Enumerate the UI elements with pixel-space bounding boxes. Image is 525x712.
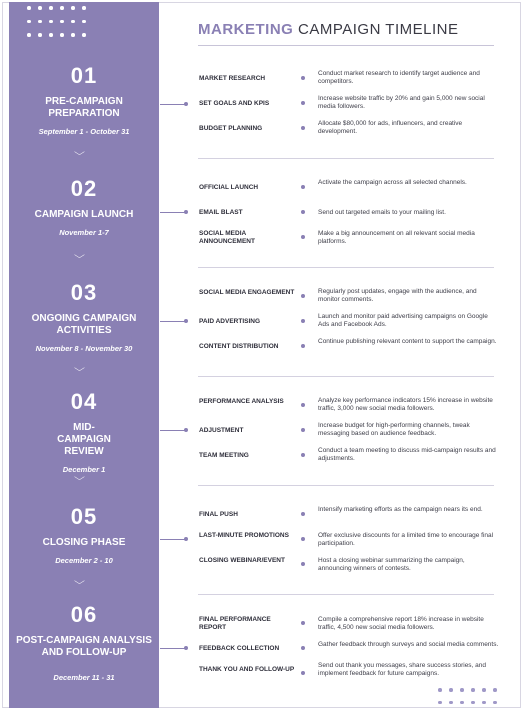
phase-number: 03 [70,280,98,305]
decorative-dots-top [27,6,93,37]
item-label: ADJUSTMENT [199,427,244,434]
bullet-icon [301,453,305,457]
chevron-down-icon: ⌵ [73,363,85,373]
bullet-icon [301,210,305,214]
phase-title: MID-CAMPAIGN REVIEW [57,422,111,457]
title-divider [198,45,494,46]
phase-block [9,390,159,474]
bullet-icon [301,621,305,625]
section-divider [198,376,494,377]
bullet-icon [301,403,305,407]
phase-title: CLOSING PHASE [42,537,126,548]
connector-dot [184,428,188,432]
phase-number: 02 [70,176,98,201]
bullet-icon [301,428,305,432]
bullet-icon [301,646,305,650]
item-label: LAST-MINUTE PROMOTIONS [199,532,289,539]
connector-dot [184,102,188,106]
bullet-icon [301,562,305,566]
item-description: Intensify marketing efforts as the campaign nears its end. [318,506,483,513]
bullet-icon [301,294,305,298]
item-description: Increase budget for high-performing channels, tweak messaging based on audience feedback. [318,422,470,437]
phase-date: September 1 - October 31 [38,127,130,136]
phase-title: PRE-CAMPAIGN PREPARATION [45,96,123,119]
item-description: Activate the campaign across all selected channels. [318,179,467,186]
item-description: Offer exclusive discounts for a limited time to encourage final participation. [318,532,494,547]
bullet-icon [301,76,305,80]
phase-title: CAMPAIGN LAUNCH [34,209,134,220]
item-description: Make a big announcement on all relevant social media platforms. [318,230,475,245]
phase-date: December 11 - 31 [53,673,115,682]
page-title [198,21,458,38]
section-divider [198,485,494,486]
phase-block [9,603,159,682]
phase-block [9,177,159,237]
phase-date: December 2 - 10 [55,556,113,565]
timeline-connector [160,321,187,322]
phase-date: November 8 - November 30 [35,344,133,353]
item-label: SOCIAL MEDIA ENGAGEMENT [199,289,295,296]
item-description: Regularly post updates, engage with the audience, and monitor comments. [318,288,477,303]
chevron-down-icon: ⌵ [73,250,85,260]
item-label: CLOSING WEBINAR/EVENT [199,557,285,564]
section-divider [198,267,494,268]
chevron-down-icon: ⌵ [73,147,85,157]
phase-number: 05 [70,504,98,529]
bullet-icon [301,319,305,323]
connector-dot [184,319,188,323]
timeline-connector [160,104,187,105]
item-description: Conduct a team meeting to discuss mid-campaign results and adjustments. [318,447,496,462]
item-label: SOCIAL MEDIA ANNOUNCEMENT [199,230,255,245]
bullet-icon [301,344,305,348]
section-divider [198,158,494,159]
item-label: PAID ADVERTISING [199,318,261,325]
phase-date: December 1 [62,465,106,474]
section-divider [198,594,494,595]
item-description: Compile a comprehensive report 18% increase in website traffic, 4,500 new social media followers. [318,616,484,631]
timeline-connector [160,430,187,431]
item-description: Host a closing webinar summarizing the campaign, announcing winners of contests. [318,557,465,572]
timeline-connector [160,648,187,649]
item-label: SET GOALS AND KPIS [199,100,270,107]
item-label: FINAL PUSH [199,511,238,518]
chevron-down-icon: ⌵ [73,576,85,586]
item-label: THANK YOU AND FOLLOW-UP [199,666,295,673]
decorative-dots-bottom [438,688,504,704]
item-label: MARKET RESEARCH [199,75,266,82]
item-description: Analyze key performance indicators 15% increase in website traffic, 3,000 new social media followers. [318,397,493,412]
item-description: Send out targeted emails to your mailing list. [318,209,446,216]
item-description: Launch and monitor paid advertising campaigns on Google Ads and Facebook Ads. [318,313,488,328]
item-description: Allocate $80,000 for ads, influencers, and creative development. [318,120,463,135]
item-label: TEAM MEETING [199,452,249,459]
phase-number: 06 [70,602,98,627]
bullet-icon [301,126,305,130]
item-label: CONTENT DISTRIBUTION [199,343,279,350]
item-description: Continue publishing relevant content to support the campaign. [318,338,497,345]
connector-dot [184,537,188,541]
connector-dot [184,210,188,214]
timeline-connector [160,539,187,540]
item-label: OFFICIAL LAUNCH [199,184,259,191]
phase-date: November 1-7 [59,228,109,237]
phase-block [9,64,159,136]
item-label: FINAL PERFORMANCE REPORT [199,616,271,631]
phase-number: 01 [70,63,98,88]
item-description: Conduct market research to identify target audience and competitors. [318,70,480,85]
bullet-icon [301,185,305,189]
bullet-icon [301,671,305,675]
item-label: PERFORMANCE ANALYSIS [199,398,284,405]
phase-title: ONGOING CAMPAIGN ACTIVITIES [31,313,137,336]
item-label: BUDGET PLANNING [199,125,263,132]
bullet-icon [301,537,305,541]
phase-number: 04 [70,389,98,414]
bullet-icon [301,101,305,105]
item-description: Gather feedback through surveys and social media comments. [318,641,499,648]
bullet-icon [301,235,305,239]
chevron-down-icon: ⌵ [73,472,85,482]
bullet-icon [301,512,305,516]
timeline-connector [160,212,187,213]
title-accent: MARKETING [198,21,294,38]
phase-block [9,281,159,353]
item-label: FEEDBACK COLLECTION [199,645,280,652]
title-rest: CAMPAIGN TIMELINE [298,21,459,38]
item-description: Increase website traffic by 20% and gain 5,000 new social media followers. [318,95,485,110]
phase-block [9,505,159,565]
item-description: Send out thank you messages, share success stories, and implement feedback for future campaigns. [318,662,487,677]
connector-dot [184,646,188,650]
item-label: EMAIL BLAST [199,209,243,216]
phase-title: POST-CAMPAIGN ANALYSIS AND FOLLOW-UP [16,635,152,658]
